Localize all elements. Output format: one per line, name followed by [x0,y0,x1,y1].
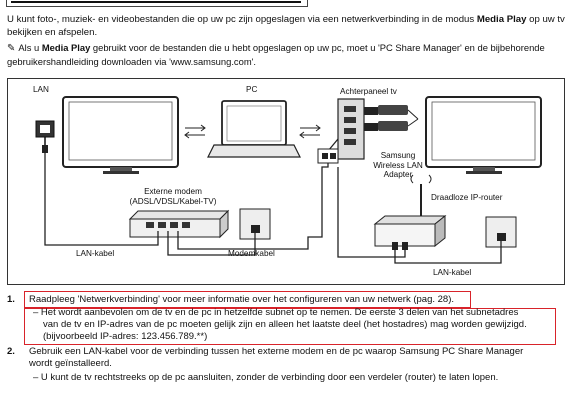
section-header-bar [6,0,308,7]
note-bold: Media Play [41,42,91,53]
intro-paragraph [7,14,567,39]
pen-note-icon: ✎ [7,43,16,54]
label-lan-cable-right: LAN-kabel [433,268,472,277]
list-number-1: 1. [7,294,15,305]
list-item-2-line-1: Gebruik een LAN-kabel voor de verbinding tussen het externe modem en de pc waarop Samsung PC Share Manager [29,346,524,357]
list-number-2: 2. [7,346,15,357]
sub-item-2: – U kunt de tv rechtstreeks op de pc aansluiten, zonder de verbinding door een verdeler (router) te laten lopen. [33,372,499,383]
label-lan: LAN [33,85,49,94]
modem-line-2: (ADSL/VDSL/Kabel-TV) [129,196,217,206]
lan-port-icon [36,121,54,153]
instructions-list [7,294,567,406]
laptop-illustration [208,101,300,157]
label-lan-cable-left: LAN-kabel [76,249,115,258]
list-item-2-line-2: wordt geïnstalleerd. [29,358,112,369]
usb-dongle-icon [318,149,338,163]
left-tv-illustration [63,97,178,174]
intro-text-end: op uw tv bekijken en afspelen. [7,14,565,38]
connection-diagram [7,78,565,285]
intro-text: U kunt foto-, muziek- en videobestanden die op uw pc zijn opgeslagen via een netwerkverbinding in de modus [7,14,477,25]
label-back-panel: Achterpaneel tv [340,87,397,96]
arrows-right [300,125,320,138]
tv-back-panel-illustration [338,99,418,159]
list-item-1: Raadpleeg 'Netwerkverbinding' voor meer informatie over het configureren van uw netwerk (pag. 28). [29,294,455,305]
arrows-left [185,125,205,138]
modem-illustration [130,211,228,237]
label-router: Draadloze IP-router [431,193,503,202]
note-text-end: gebruikt voor de bestanden die u hebt opgeslagen op uw pc, moet u 'PC Share Manager' en de bijbehorende gebruikershandleiding downloaden via 'www.samsung.com'. [7,42,545,67]
adapter-line-3: Adapter [383,170,413,179]
sub-item-1-line-3: (bijvoorbeeld IP-adres: 123.456.789.**) [43,331,208,342]
right-tv-illustration [426,97,541,174]
note-text: Als u [18,42,42,53]
sub-item-1-line-2: van de tv en IP-adres van de pc moeten gelijk zijn en alleen het laatste deel (het hostadres) mag worden gewijzigd. [43,319,527,330]
note-paragraph [7,42,562,68]
router-illustration [375,175,445,250]
modem-line-1: Externe modem [144,187,202,196]
label-modem [113,187,233,206]
label-adapter [363,151,433,180]
sub-item-1-line-1: – Het wordt aanbevolen om de tv en de pc in hetzelfde subnet op te nemen. De eerste 3 delen van het subnetadres [33,307,519,318]
adapter-line-2: Wireless LAN [373,160,423,170]
intro-bold: Media Play [476,14,527,25]
label-modem-cable: Modemkabel [228,249,275,258]
label-pc: PC [246,85,258,94]
adapter-line-1: Samsung [380,151,416,160]
